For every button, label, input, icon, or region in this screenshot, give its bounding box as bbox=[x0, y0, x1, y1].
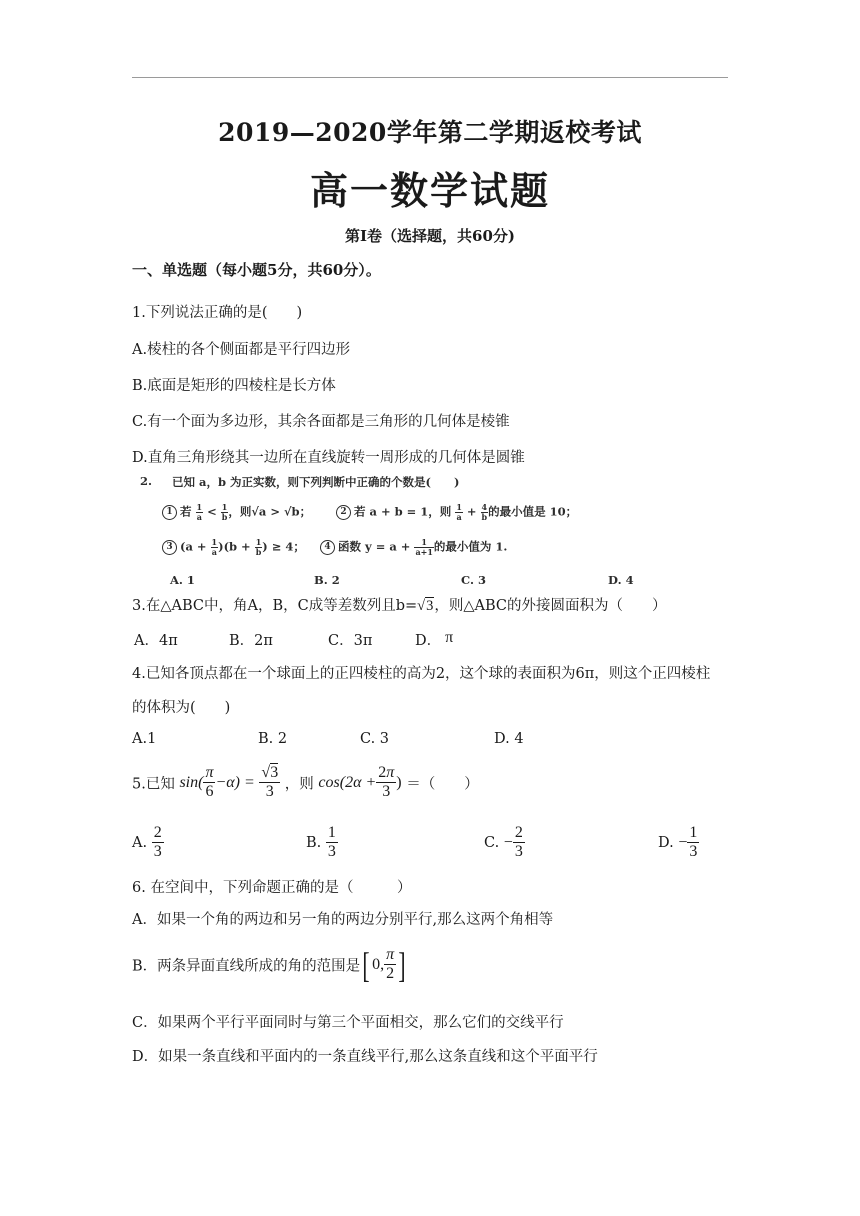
cos-expression: cos(2α + bbox=[318, 773, 377, 791]
q1-option-a: A.棱柱的各个侧面都是平行四边形 bbox=[132, 342, 351, 358]
q3-option-d: D． π bbox=[415, 629, 454, 649]
q2-item-2: 2 若 a + b = 1，则 $\frac{1}{a}$ + $\frac{4}{b}$ 的最小值是 10； bbox=[336, 503, 577, 522]
q2-option-c: C. 3 bbox=[461, 573, 486, 587]
q5-option-a: A. $\frac{2}{3}$ bbox=[132, 824, 162, 861]
q4-option-b: B. 2 bbox=[258, 731, 288, 747]
circled-4: 4 bbox=[320, 540, 335, 555]
q3-option-c: C．3π bbox=[328, 633, 373, 649]
q5-option-b: B. $\frac{1}{3}$ bbox=[306, 824, 336, 861]
q2-item-4: 4 函数 y = a + $\frac{1}{a+1}$ 的最小值为 1. bbox=[320, 538, 507, 557]
top-rule bbox=[132, 77, 728, 78]
q6-stem: 6. 在空间中，下列命题正确的是（ ） bbox=[132, 880, 412, 896]
part-heading: 第Ⅰ卷（选择题，共60分) bbox=[345, 227, 515, 245]
q4-option-d: D. 4 bbox=[494, 731, 524, 747]
q4-stem-line1: 4.已知各顶点都在一个球面上的正四棱柱的高为2，这个球的表面积为6π，则这个正四棱柱 bbox=[132, 666, 711, 682]
circled-3: 3 bbox=[162, 540, 177, 555]
q2-block bbox=[140, 470, 660, 588]
q3-option-b: B．2π bbox=[229, 633, 273, 649]
q1-stem: 1.下列说法正确的是( ) bbox=[132, 305, 303, 321]
q1-option-b: B.底面是矩形的四棱柱是长方体 bbox=[132, 378, 336, 394]
q6-option-c: C．如果两个平行平面同时与第三个平面相交，那么它们的交线平行 bbox=[132, 1015, 564, 1031]
q5-option-c: C. − $\frac{2}{3}$ bbox=[484, 824, 523, 861]
q2-option-b: B. 2 bbox=[314, 573, 340, 587]
exam-subject: 高一数学试题 bbox=[309, 168, 550, 213]
q2-stem: 已知 a，b 为正实数，则下列判断中正确的个数是( ) bbox=[172, 475, 460, 489]
q3-option-a: A．4π bbox=[134, 633, 178, 649]
q5-option-d: D. − $\frac{1}{3}$ bbox=[658, 824, 698, 861]
q2-option-d: D. 4 bbox=[608, 573, 634, 587]
q1-option-d: D.直角三角形绕其一边所在直线旋转一周形成的几何体是圆锥 bbox=[132, 450, 525, 466]
q2-item-1: 1 若 $\frac{1}{a}$ < $\frac{1}{b}$ ，则√a > √b； bbox=[162, 503, 311, 522]
section-heading: 一、单选题（每小题5分，共60分）。 bbox=[132, 261, 381, 279]
q6-option-a: A．如果一个角的两边和另一角的两边分别平行,那么这两个角相等 bbox=[132, 912, 554, 928]
sin-expression: sin( bbox=[179, 773, 204, 791]
q4-stem-line2: 的体积为( ) bbox=[132, 700, 231, 716]
q3-stem: 3.在△ABC中，角A，B，C成等差数列且b=√3，则△ABC的外接圆面积为（ ） bbox=[132, 598, 667, 614]
q2-number: 2. bbox=[140, 474, 153, 488]
sqrt-3: √3 bbox=[417, 598, 434, 614]
q2-item-3: 3 (a + $\frac{1}{a}$ )(b + $\frac{1}{b}$ ) ≥ 4； bbox=[162, 538, 305, 557]
q6-option-d: D．如果一条直线和平面内的一条直线平行,那么这条直线和这个平面平行 bbox=[132, 1049, 598, 1065]
q4-option-a: A.1 bbox=[132, 731, 157, 747]
exam-title: 2019—2020学年第二学期返校考试 bbox=[218, 118, 642, 147]
q4-option-c: C. 3 bbox=[360, 731, 390, 747]
q1-option-c: C.有一个面为多边形，其余各面都是三角形的几何体是棱锥 bbox=[132, 414, 510, 430]
q6-option-b: B．两条异面直线所成的角的范围是[ 0, $\frac{\pi}{2}$ ] bbox=[132, 944, 406, 985]
circled-2: 2 bbox=[336, 505, 351, 520]
circled-1: 1 bbox=[162, 505, 177, 520]
q2-option-a: A. 1 bbox=[170, 573, 195, 587]
q5-stem: 5.已知 sin( $\frac{\pi}{6}$ −α) = $\frac{√3}{3}$ ，则 cos(2α + $\frac{2\pi}{3}$ ) ＝（ ） bbox=[132, 764, 479, 801]
